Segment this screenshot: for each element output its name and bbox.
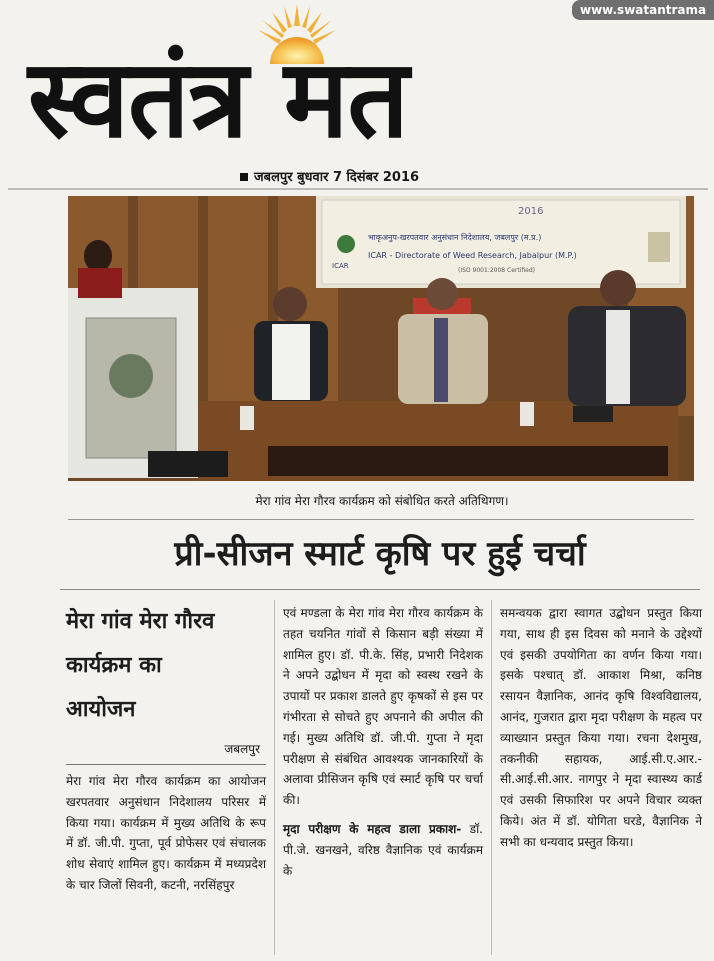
banner-line2: ICAR - Directorate of Weed Research, Jabalpur (M.P.) [368,251,577,260]
headline-divider [60,589,700,590]
dateline [240,168,419,188]
masthead-divider [8,188,708,190]
banner-year: 2016 [518,206,544,217]
banner-line3: (ISO 9001:2008 Certified) [458,267,536,274]
banner-logo-text: ICAR [332,262,349,270]
newspaper-masthead: स्वतंत्र मत [28,37,408,162]
photo-caption: मेरा गांव मेरा गौरव कार्यक्रम को संबोधित करते अतिथिगण। [255,494,509,508]
article-headline: प्री-सीजन स्मार्ट कृषि पर हुई चर्चा [174,534,586,574]
column-2-text-a: एवं मण्डला के मेरा गांव मेरा गौरव कार्यक्रम के तहत चयनित गांवों से किसान बड़ी संख्या में शामिल हुए। डॉ. पी.के. सिंह, प्रभारी निदेशक ने अपने उद्बोधन में मृदा को स्वस्थ रखने के उपायों पर प्रकाश डालते हुए कृषकों से इस पर गंभीरता से सोचते हुए अपनाने की अपील की गई। मुख्य अतिथि डॉ. जी.पी. गुप्ता ने मृदा परीक्षण से संबंधित आवश्यक जानकारियों के अलावा प्रीसिजन कृषि एवं स्मार्ट कृषि पर चर्चा की। [283,606,483,808]
sub-headline-line-1: मेरा गांव मेरा गौरव [66,609,215,634]
column-1-text: मेरा गांव मेरा गौरव कार्यक्रम का आयोजन खरपतवार अनुसंधान निदेशालय परिसर में किया गया। कार्यक्रम में मुख्य अतिथि के रूप में डॉ. जी.पी. गुप्ता, पूर्व प्रोफेसर एवं संचालक शोध सेवाएं शामिल हुए। कार्यक्रम में मध्यप्रदेश के चार जिलों सिवनी, कटनी, नरसिंहपुर [66,774,266,892]
sub-headline-line-3: आयोजन [66,697,136,722]
column-2-text-b: डॉ. पी.जे. खनखने, वरिष्ठ वैज्ञानिक एवं कार्यक्रम के [283,821,483,878]
column-divider-1 [274,600,275,955]
article-column-2 [283,603,483,881]
column-divider-2 [491,600,492,955]
event-photo [68,196,694,481]
banner-line1: भाकृअनुप-खरपतवार अनुसंधान निदेशालय, जबलपुर (म.प्र.) [368,233,542,242]
place-divider [66,764,266,765]
icar-logo-icon [337,235,355,253]
caption-divider [68,519,694,520]
place-name: जबलपुर [224,742,260,756]
sub-headline-line-2: कार्यक्रम का [66,653,162,678]
emblem-right-icon [648,232,670,262]
column-3-text: समन्वयक द्वारा स्वागत उद्बोधन प्रस्तुत किया गया, साथ ही इस दिवस को मनाने के उद्देश्यों एवं इसकी उपयोगिता का वर्णन किया गया। इसके पश्चात् डॉ. आकाश मिश्रा, कनिष्ठ रसायन वैज्ञानिक, आनंद कृषि विश्वविद्यालय, आनंद, गुजरात द्वारा मृदा परीक्षण के महत्व पर व्याख्यान प्रस्तुत किया गया। रचना देशमुख, तकनीकी सहायक, आई.सी.ए.आर.-सी.आई.सी.आर. नागपुर ने मृदा स्वास्थ्य कार्ड एवं उसकी सिफारिश पर अपने विचार व्यक्त किये। अंत में डॉ. योगिता घरडे, वैज्ञानिक ने सभी का धन्यवाद प्रस्तुत किया। [500,606,702,849]
dateline-text: जबलपुर बुधवार 7 दिसंबर 2016 [254,170,420,185]
bullet-square-icon [240,173,248,181]
article-column-3 [500,603,702,853]
website-url: www.swatantrama [572,0,714,20]
column-2-subhead: मृदा परीक्षण के महत्व डाला प्रकाश- [283,821,462,836]
article-column-1 [66,600,266,896]
